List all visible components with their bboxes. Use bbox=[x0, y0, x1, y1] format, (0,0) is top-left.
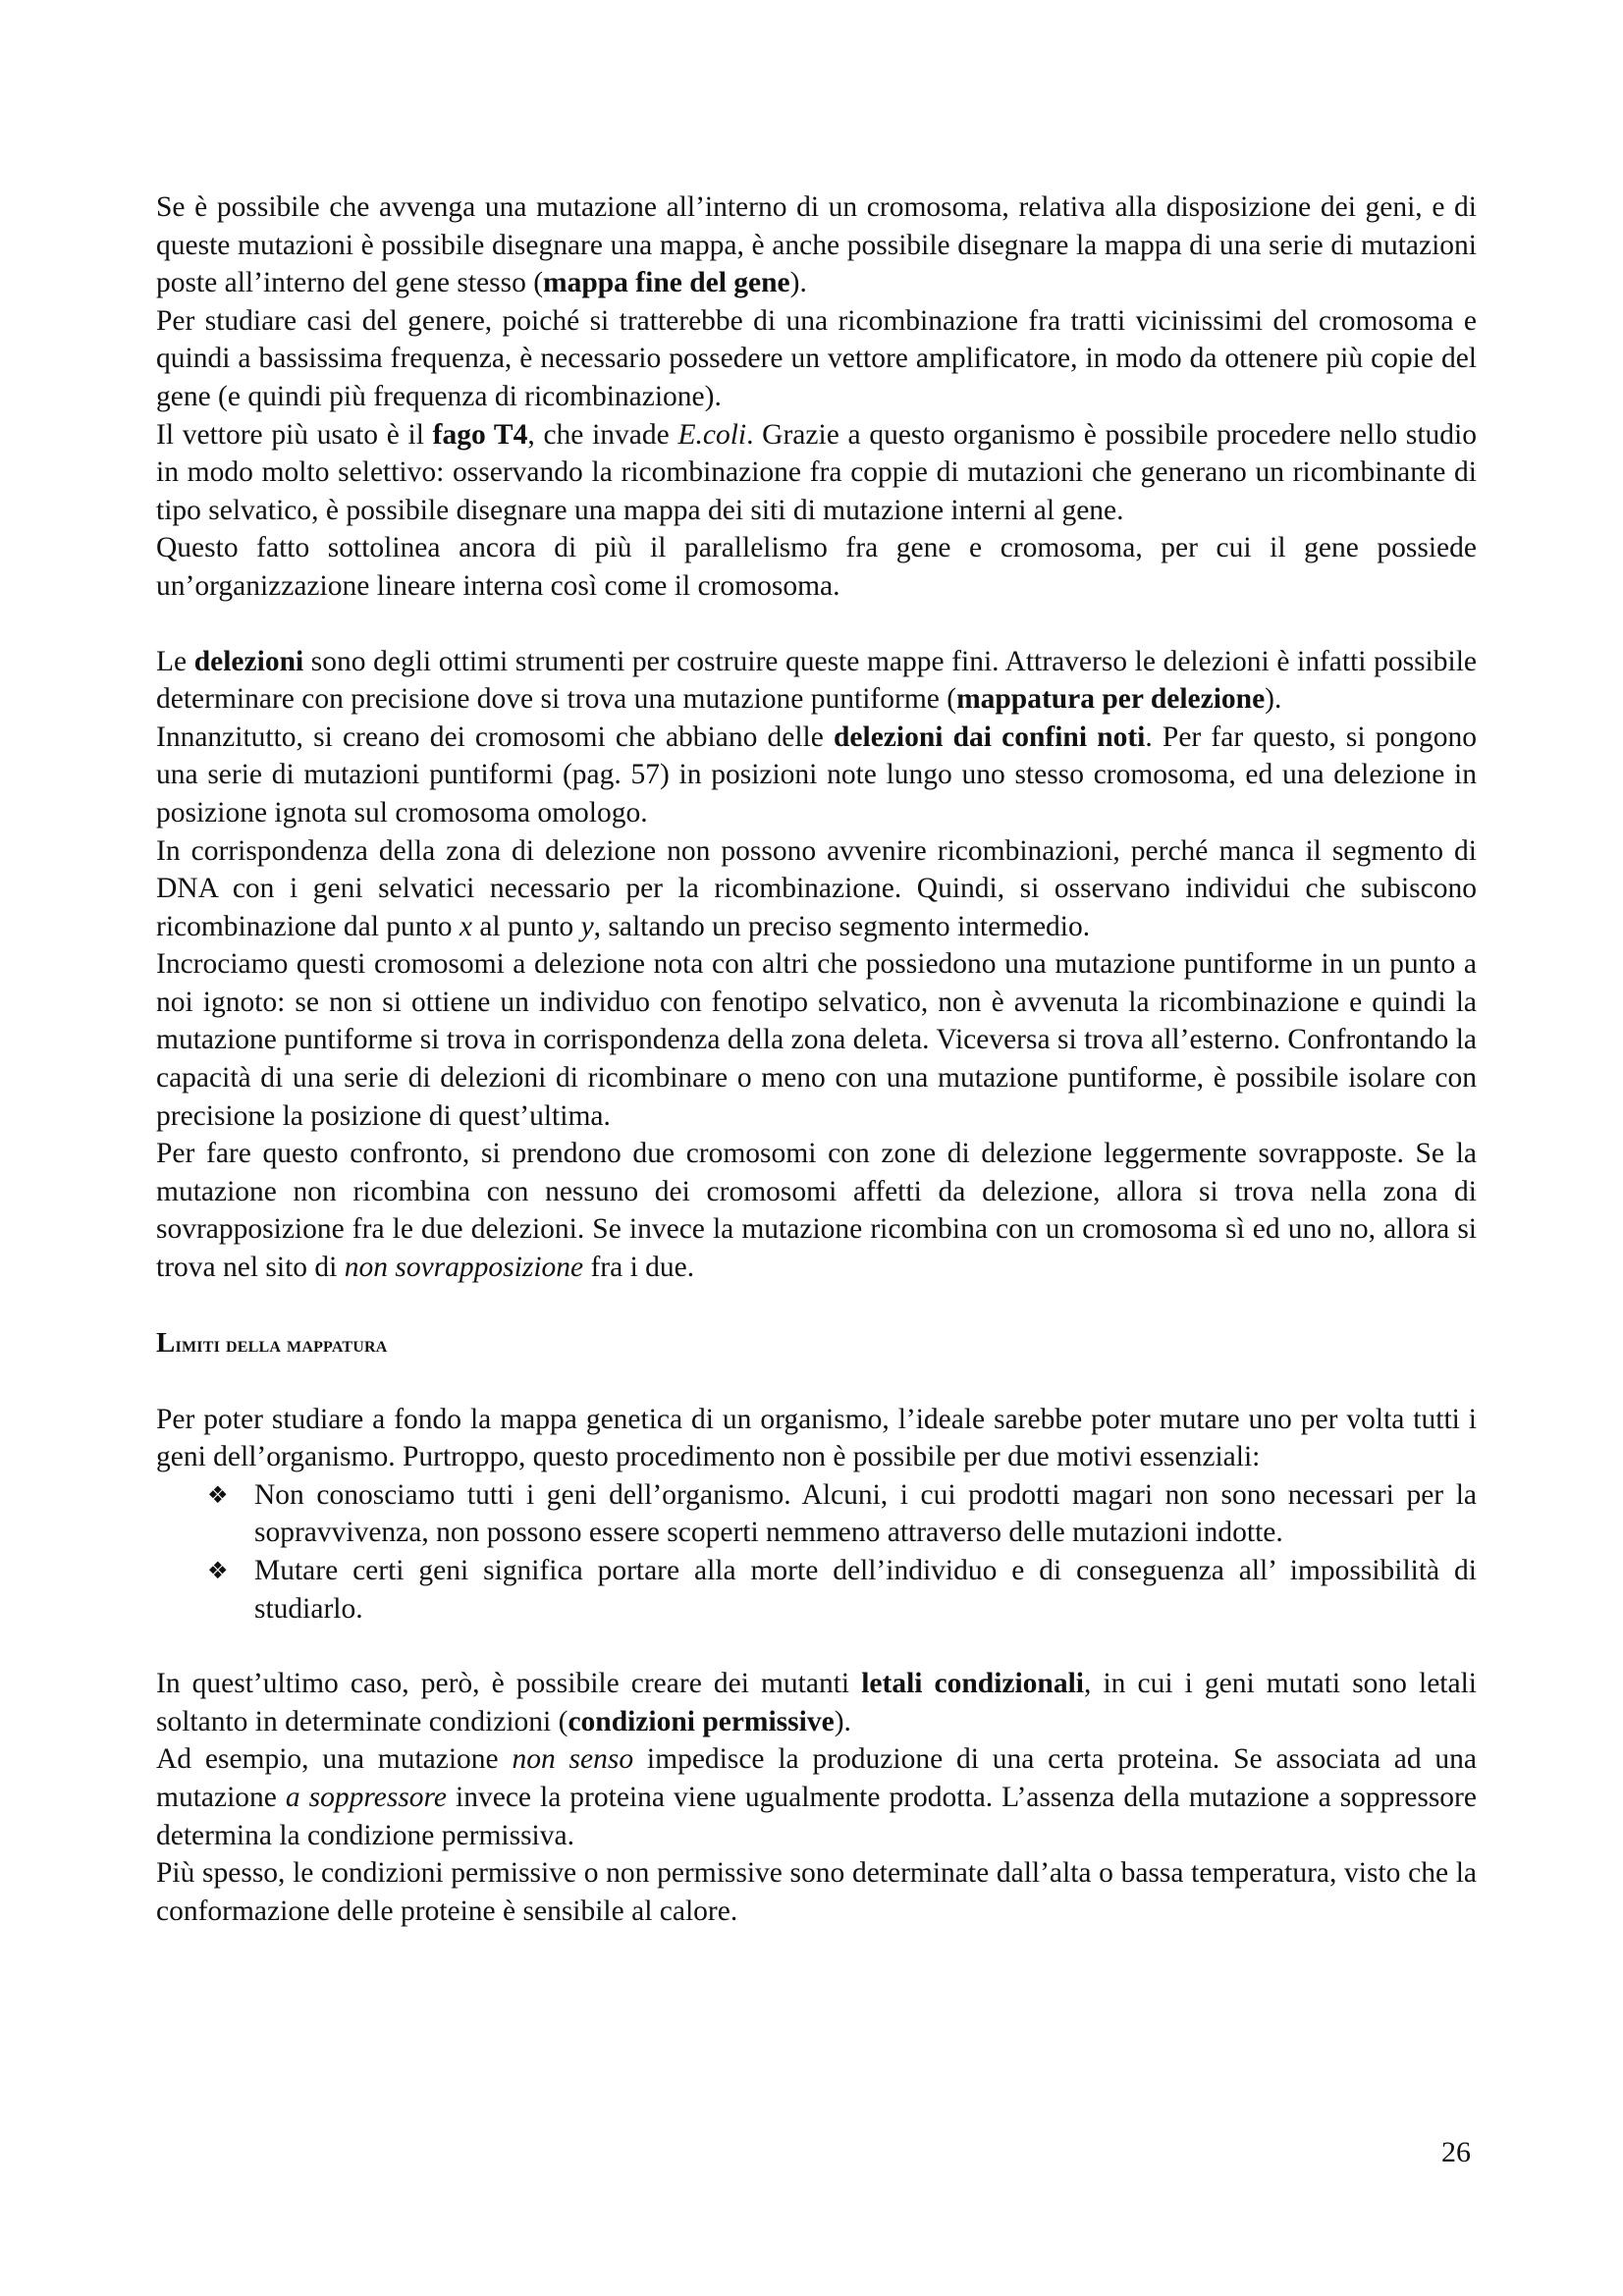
text-span: , saltando un preciso segmento intermedio. bbox=[593, 910, 1091, 942]
paragraph-mapping-limits: Per poter studiare a fondo la mappa genetica di un organismo, l’ideale sarebbe poter mutare uno per volta tutti i geni dell’organismo. Purtroppo, questo procedimento non è possibile per due motivi essenziali: bbox=[156, 1403, 1477, 1473]
list-item bbox=[156, 1476, 1477, 1552]
text-span: ). bbox=[789, 267, 807, 299]
text-span: impedisce la produzione di una certa proteina. Se associata ad una mutazione bbox=[156, 1743, 1477, 1813]
term-ecoli: E.coli bbox=[677, 418, 747, 451]
term-delezioni: delezioni bbox=[193, 645, 304, 677]
term-non-senso: non senso bbox=[512, 1743, 634, 1776]
text-span: . Per far questo, si pongono una serie di mutazioni puntiformi (pag. 57) in posizioni note lungo uno stesso cromosoma, ed una delezione in posizione ignota sul cromosoma omologo. bbox=[156, 721, 1477, 828]
paragraph-deletion-zone bbox=[156, 832, 1477, 946]
heading-rest: imiti della mappatura bbox=[175, 1331, 388, 1357]
paragraph-phage-t4 bbox=[156, 416, 1477, 530]
text-span: ). bbox=[1265, 683, 1282, 716]
spacer bbox=[156, 1628, 1477, 1665]
paragraph-amplifier-vector: Per studiare casi del genere, poiché si tratterebbe di una ricombinazione fra tratti vicinissimi del cromosoma e quindi a bassissima frequenza, è necessario possedere un vettore amplificatore, in modo da ottenere più copie del gene (e quindi più frequenza di ricombinazione). bbox=[156, 304, 1477, 412]
text-span: , che invade bbox=[527, 418, 678, 451]
term-condizioni-permissive: condizioni permissive bbox=[568, 1705, 835, 1737]
paragraph-temperature: Più spesso, le condizioni permissive o non permissive sono determinate dall’alta o bassa temperatura, visto che la conformazione delle proteine è sensibile al calore. bbox=[156, 1857, 1477, 1927]
heading-initial: L bbox=[156, 1326, 176, 1359]
paragraph-comparison bbox=[156, 1135, 1477, 1286]
list-item-text: Non conosciamo tutti i geni dell’organismo. Alcuni, i cui prodotti magari non sono necessari per la sopravvivenza, non possono essere scoperti nemmeno attraverso delle mutazioni indotte. bbox=[254, 1478, 1477, 1549]
reasons-list bbox=[156, 1476, 1477, 1628]
document-body bbox=[156, 188, 1477, 1930]
term-a-soppressore: a soppressore bbox=[285, 1781, 448, 1813]
term-fago-t4: fago T4 bbox=[432, 418, 528, 451]
text-span: sono degli ottimi strumenti per costruire queste mappe fini. Attraverso le delezioni è infatti possibile determinare con precisione dove si trova una mutazione puntiforme ( bbox=[156, 645, 1477, 716]
paragraph-conditional-lethals bbox=[156, 1665, 1477, 1740]
text-span: ). bbox=[834, 1705, 851, 1737]
diamond-bullet-icon: ❖ bbox=[207, 1557, 229, 1584]
text-span: , in cui i geni mutati sono letali soltanto in determinate condizioni ( bbox=[156, 1668, 1477, 1737]
term-mappa-fine: mappa fine del gene bbox=[543, 267, 790, 299]
section-heading bbox=[156, 1324, 1477, 1363]
diamond-bullet-icon: ❖ bbox=[207, 1480, 229, 1509]
text-span: Per fare questo confronto, si prendono due cromosomi con zone di delezione leggermente sovrapposte. Se la mutazione non ricombina con nessuno dei cromosomi affetti da delezione, allora si trova nella zona di sovrapposizione fra le due delezioni. Se invece la mutazione ricombina con un cromosoma sì ed uno no, allora si trova nel sito di bbox=[156, 1138, 1477, 1284]
text-span: In quest’ultimo caso, però, è possibile creare dei mutanti bbox=[156, 1668, 862, 1700]
paragraph-parallelism: Questo fatto sottolinea ancora di più il parallelismo fra gene e cromosoma, per cui il gene possiede un’organizzazione lineare interna così come il cromosoma. bbox=[156, 532, 1477, 602]
term-y: y bbox=[580, 910, 594, 942]
paragraph-crosses: Incrociamo questi cromosomi a delezione nota con altri che possiedono una mutazione puntiforme in un punto a noi ignoto: se non si ottiene un individuo con fenotipo selvatico, non è avvenuta la ricombinazione e quindi la mutazione puntiforme si trova in corrispondenza della zona deleta. Viceversa si trova all’esterno. Confrontando la capacità di una serie di delezioni di ricombinare o meno con una mutazione puntiforme, è possibile isolare con precisione la posizione di quest’ultima. bbox=[156, 948, 1477, 1132]
paragraph-deletions bbox=[156, 643, 1477, 719]
paragraph-known-deletions bbox=[156, 719, 1477, 832]
text-span: Ad esempio, una mutazione bbox=[156, 1743, 513, 1776]
term-delezioni-confini-noti: delezioni dai confini noti bbox=[834, 721, 1146, 753]
spacer bbox=[156, 606, 1477, 643]
text-span: fra i due. bbox=[583, 1252, 695, 1284]
term-letali-condizionali: letali condizionali bbox=[861, 1668, 1084, 1700]
spacer bbox=[156, 1363, 1477, 1401]
paragraph-fine-map bbox=[156, 188, 1477, 302]
text-span: Il vettore più usato è il bbox=[156, 418, 433, 451]
text-span: al punto bbox=[471, 910, 581, 942]
text-span: In corrispondenza della zona di delezione non possono avvenire ricombinazioni, perché manca il segmento di DNA con i geni selvatici necessario per la ricombinazione. Quindi, si osservano individui che subiscono ricombinazione dal punto bbox=[156, 834, 1477, 942]
text-span: . Grazie a questo organismo è possibile procedere nello studio in modo molto selettivo: osservando la ricombinazione fra coppie di mutazioni che generano un ricombinante di tipo selvatico, è possibile disegnare una mappa dei siti di mutazione interni al gene. bbox=[156, 418, 1477, 526]
text-span: invece la proteina viene ugualmente prodotta. L’assenza della mutazione a soppressore determina la condizione permissiva. bbox=[156, 1781, 1477, 1851]
term-mappatura-per-delezione: mappatura per delezione bbox=[956, 683, 1266, 716]
page-number: 26 bbox=[1441, 2136, 1471, 2168]
list-item-text: Mutare certi geni significa portare alla morte dell’individuo e di conseguenza all’ impossibilità di studiarlo. bbox=[254, 1555, 1477, 1625]
term-non-sovrapposizione: non sovrapposizione bbox=[344, 1252, 584, 1284]
text-span: Se è possibile che avvenga una mutazione all’interno di un cromosoma, relativa alla disposizione dei geni, e di queste mutazioni è possibile disegnare una mappa, è anche possibile disegnare la mappa di una serie di mutazioni poste all’interno del gene stesso ( bbox=[156, 191, 1477, 299]
paragraph-nonsense-example bbox=[156, 1740, 1477, 1854]
list-item bbox=[156, 1552, 1477, 1628]
text-span: Innanzitutto, si creano dei cromosomi che abbiano delle bbox=[156, 721, 835, 753]
term-x: x bbox=[459, 910, 472, 942]
spacer bbox=[156, 1287, 1477, 1324]
text-span: Le bbox=[156, 645, 194, 677]
